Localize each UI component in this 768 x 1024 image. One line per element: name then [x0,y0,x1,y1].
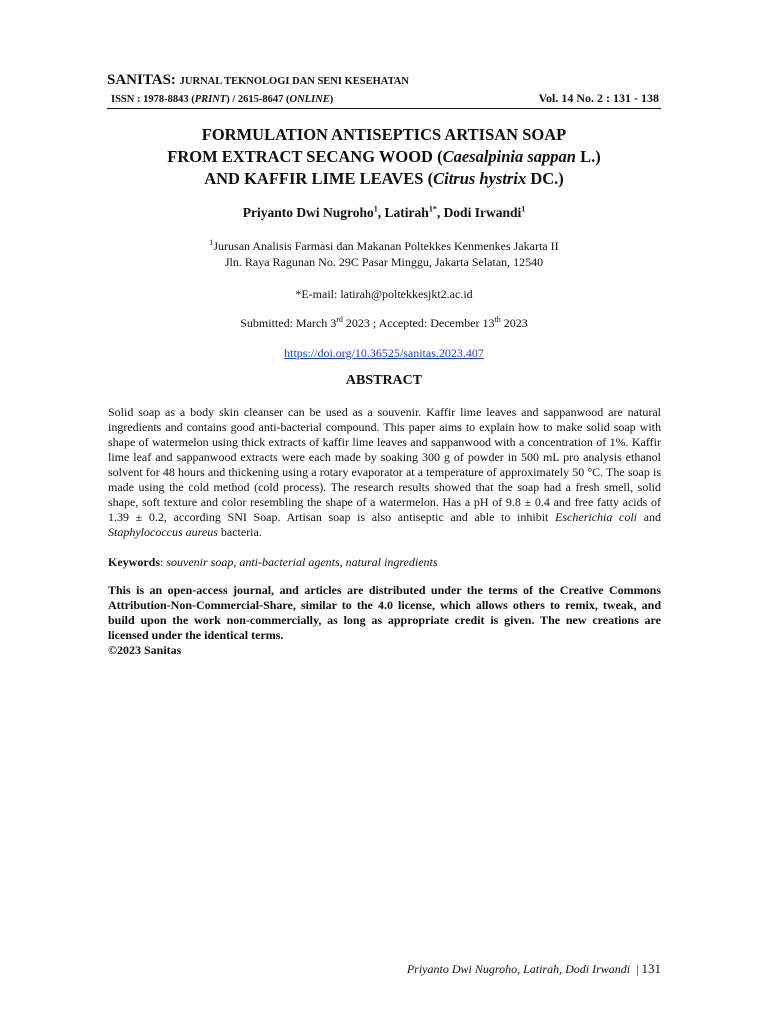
footer-separator: | [636,962,639,976]
title-line-2: FROM EXTRACT SECANG WOOD (Caesalpinia sappan L.) [167,147,601,166]
keywords-text: souvenir soap, anti-bacterial agents, natural ingredients [166,555,438,569]
keywords-label: Keywords [108,555,160,569]
copyright: ©2023 Sanitas [108,643,182,657]
journal-name: SANITAS: [107,72,176,88]
corresponding-email: *E-mail: latirah@poltekkesjkt2.ac.id [295,287,473,301]
affiliation-line-2: Jln. Raya Ragunan No. 29C Pasar Minggu, Jakarta Selatan, 12540 [224,255,544,269]
doi-line [80,345,688,361]
page-footer [407,961,661,977]
issn: ISSN : 1978-8843 (PRINT) / 2615-8647 (ONLINE) [111,94,334,105]
volume-info: Vol. 14 No. 2 : 131 - 138 [538,91,659,105]
paper-title [80,124,688,190]
abstract-heading: ABSTRACT [345,373,423,388]
page-number: 131 [641,961,661,976]
abstract-body: Solid soap as a body skin cleanser can be used as a souvenir. Kaffir lime leaves and sappanwood are natural ingredients and contains good anti-bacterial compound. This paper aims to explain how to make solid soap with shape of watermelon using thick extracts of kaffir lime leaves and sappanwood with a concentration of 1%. Kaffir lime leaf and sappanwood extracts were each made by soaking 300 g of powder in 500 mL pro analysis ethanol solvent for 48 hours and thickening using a rotary evaporator at a temperature of approximately 50 °C. The soap is made using the cold method (cold process). The research results showed that the soap had a fresh smell, solid shape, soft texture and color resembling the shape of a watermelon. Has a pH of 9.8 ± 0.4 and free fatty acids of 1.39 ± 0.2, according SNI Soap. Artisan soap is also antiseptic and able to inhibit Escherichia coli and Staphylococcus aureus bacteria. [108,405,661,539]
footer-authors: Priyanto Dwi Nugroho, Latirah, Dodi Irwandi [406,962,631,976]
author-list: Priyanto Dwi Nugroho$^1$, Latirah$^{1*}$, Dodi Irwandi$^1$ [242,204,526,220]
affiliation-line-1: $^1$Jurusan Analisis Farmasi dan Makanan Poltekkes Kenmenkes Jakarta II [209,238,559,253]
affiliation [80,238,688,270]
license-text: This is an open-access journal, and articles are distributed under the terms of the Creative Commons Attribution-Non-Commercial-Share, similar to the 4.0 license, which allows others to remix, tweak, and build upon the work non-commercially, as long as appropriate credit is given. The new creations are licensed under the identical terms. [108,583,661,642]
doi-link[interactable]: https://doi.org/10.36525/sanitas.2023.407 [284,346,484,360]
license-notice [108,583,661,658]
journal-header [107,72,661,109]
journal-subtitle: JURNAL TEKNOLOGI DAN SENI KESEHATAN [179,76,409,87]
keywords: Keywords: souvenir soap, anti-bacterial agents, natural ingredients [108,555,438,569]
title-line-1: FORMULATION ANTISEPTICS ARTISAN SOAP [201,125,567,144]
title-line-3: AND KAFFIR LIME LEAVES (Citrus hystrix DC.) [204,169,564,188]
submission-dates: Submitted: March 3rd 2023 ; Accepted: December 13th 2023 [240,315,528,330]
issn-row [107,91,661,109]
journal-title [107,72,661,90]
organism-saureus: Staphylococcus aureus [108,525,218,539]
organism-ecoli: Escherichia coli [555,510,638,524]
